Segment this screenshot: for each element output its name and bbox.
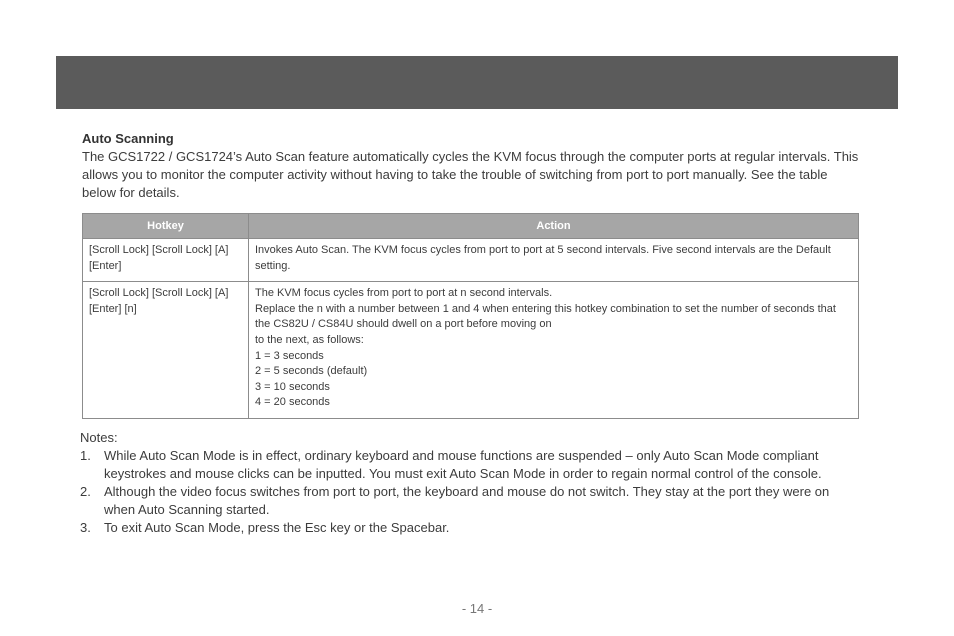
action-line: The KVM focus cycles from port to port at n second intervals. [255, 287, 553, 300]
table-row [83, 282, 859, 419]
main-content [82, 130, 862, 419]
notes-list [80, 447, 860, 537]
action-line: Replace the n with a number between 1 and 4 when entering this hotkey combination to set the number of seconds that the CS82U / CS84U should dwell on a port before moving on [255, 302, 836, 331]
action-line: to the next, as follows: [255, 333, 364, 346]
action-line: 2 = 5 seconds (default) [255, 365, 368, 378]
header-bar [56, 56, 898, 109]
notes-section [80, 429, 860, 537]
note-number: 3. [80, 520, 91, 535]
note-text: To exit Auto Scan Mode, press the Esc key or the Spacebar. [104, 520, 450, 535]
column-header-hotkey: Hotkey [83, 214, 249, 239]
action-line: Invokes Auto Scan. The KVM focus cycles from port to port at 5 second intervals. Five second intervals are the Default setting. [255, 244, 831, 272]
note-number: 1. [80, 448, 91, 463]
section-title: Auto Scanning [82, 131, 174, 146]
column-header-action: Action [249, 214, 859, 239]
notes-label: Notes: [80, 430, 118, 445]
note-item [80, 483, 860, 519]
action-line: 3 = 10 seconds [255, 380, 330, 393]
note-text: While Auto Scan Mode is in effect, ordinary keyboard and mouse functions are suspended – only Auto Scan Mode compliant keystrokes and mouse clicks can be inputted. You must exit Auto Scan Mode in order to regain normal control of the console. [104, 448, 822, 481]
action-line: 4 = 20 seconds [255, 396, 330, 409]
action-line: 1 = 3 seconds [255, 349, 324, 362]
note-text: Although the video focus switches from port to port, the keyboard and mouse do not switch. They stay at the port they were on when Auto Scanning started. [104, 484, 830, 517]
action-cell [249, 282, 859, 419]
hotkey-table [82, 213, 859, 419]
action-cell [249, 239, 859, 282]
hotkey-cell: [Scroll Lock] [Scroll Lock] [A] [Enter] [83, 239, 249, 282]
hotkey-cell: [Scroll Lock] [Scroll Lock] [A] [Enter] [n] [83, 282, 249, 419]
note-number: 2. [80, 484, 91, 499]
page-number: - 14 - [461, 601, 493, 616]
note-item [80, 519, 860, 537]
note-item [80, 447, 860, 483]
table-header-row [83, 214, 859, 239]
table-row [83, 239, 859, 282]
intro-paragraph: The GCS1722 / GCS1724’s Auto Scan feature automatically cycles the KVM focus through the computer ports at regular intervals. This allows you to monitor the computer activity without having to take the trouble of switching from port to port manually. See the table below for details. [82, 149, 859, 200]
